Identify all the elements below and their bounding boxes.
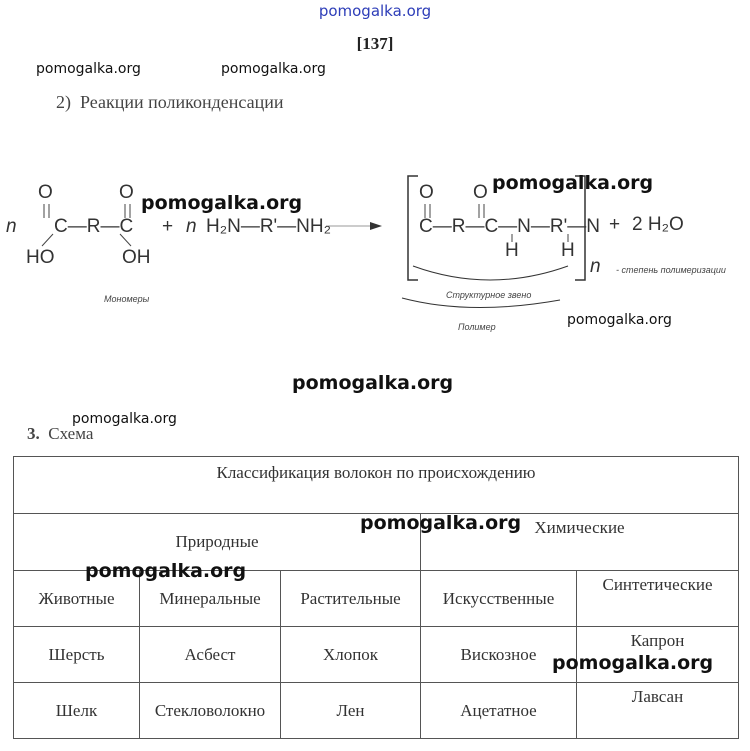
arrow-head <box>370 222 382 230</box>
table-row <box>14 683 739 739</box>
section-title: Схема <box>48 424 94 443</box>
table-cell: Вискозное <box>421 627 577 683</box>
watermark: pomogalka.org <box>567 312 672 328</box>
table-header-cell: Классификация волокон по происхождению <box>14 457 739 514</box>
table-cell: Хлопок <box>281 627 421 683</box>
atom-H: H <box>561 240 575 261</box>
table-cell: Шелк <box>14 683 140 739</box>
atom-O: O <box>119 182 134 203</box>
watermark: pomogalka.org <box>36 61 141 77</box>
atom-H: H <box>505 240 519 261</box>
bond-line <box>42 234 53 246</box>
watermark: pomogalka.org <box>85 560 247 582</box>
group-HO: HO <box>26 247 55 268</box>
monomer-chain: C—R—C <box>54 216 134 237</box>
group-OH: OH <box>122 247 151 268</box>
category-cell: Животные <box>14 571 140 627</box>
table-cell: Асбест <box>140 627 281 683</box>
page-number: [137] <box>356 34 394 53</box>
table-cell: Шерсть <box>14 627 140 683</box>
watermark: pomogalka.org <box>292 372 454 394</box>
diamine-formula: H₂N—R'—NH₂ <box>206 216 331 237</box>
category-cell: Синтетические <box>577 571 739 627</box>
section-heading <box>56 92 283 113</box>
label-structural-unit: Структурное звено <box>446 290 532 300</box>
watermark: pomogalka.org <box>552 652 714 674</box>
group-cell: Химические <box>421 514 739 571</box>
coefficient-n: n <box>186 216 197 237</box>
group-cell: Природные <box>14 514 421 571</box>
watermark: pomogalka.org <box>221 61 326 77</box>
section-number: 2) <box>56 92 71 112</box>
atom-O: O <box>473 182 488 203</box>
category-cell: Минеральные <box>140 571 281 627</box>
section-heading <box>27 424 93 444</box>
watermark: pomogalka.org <box>492 172 654 194</box>
category-cell: Растительные <box>281 571 421 627</box>
atom-O: O <box>419 182 434 203</box>
section-title: Реакции поликонденсации <box>80 92 284 112</box>
bracket-left <box>408 176 418 280</box>
label-polymer: Полимер <box>458 322 496 332</box>
table-cell: Капрон <box>577 627 739 683</box>
category-cell: Искусственные <box>421 571 577 627</box>
label-degree: - степень полимеризации <box>616 265 726 275</box>
plus-sign: + <box>162 216 174 237</box>
section-number: 3. <box>27 424 40 443</box>
polymer-chain: C—R—C—N—R'—N <box>419 216 600 237</box>
table-cell: Лен <box>281 683 421 739</box>
label-monomers: Мономеры <box>104 294 150 304</box>
coefficient-n: n <box>6 216 17 237</box>
atom-O: O <box>38 182 53 203</box>
subscript-n: n <box>590 256 601 277</box>
table-cell: Стекловолокно <box>140 683 281 739</box>
table-cell: Лавсан <box>577 683 739 739</box>
table-cell: Ацетатное <box>421 683 577 739</box>
plus-sign: + <box>609 214 621 235</box>
water-formula: 2 H₂O <box>632 214 684 235</box>
table-row <box>14 457 739 514</box>
watermark: pomogalka.org <box>360 512 522 534</box>
top-watermark: pomogalka.org <box>318 2 432 20</box>
unit-brace <box>413 266 568 280</box>
watermark: pomogalka.org <box>72 411 177 427</box>
classification-table <box>13 456 739 739</box>
watermark: pomogalka.org <box>141 192 303 214</box>
